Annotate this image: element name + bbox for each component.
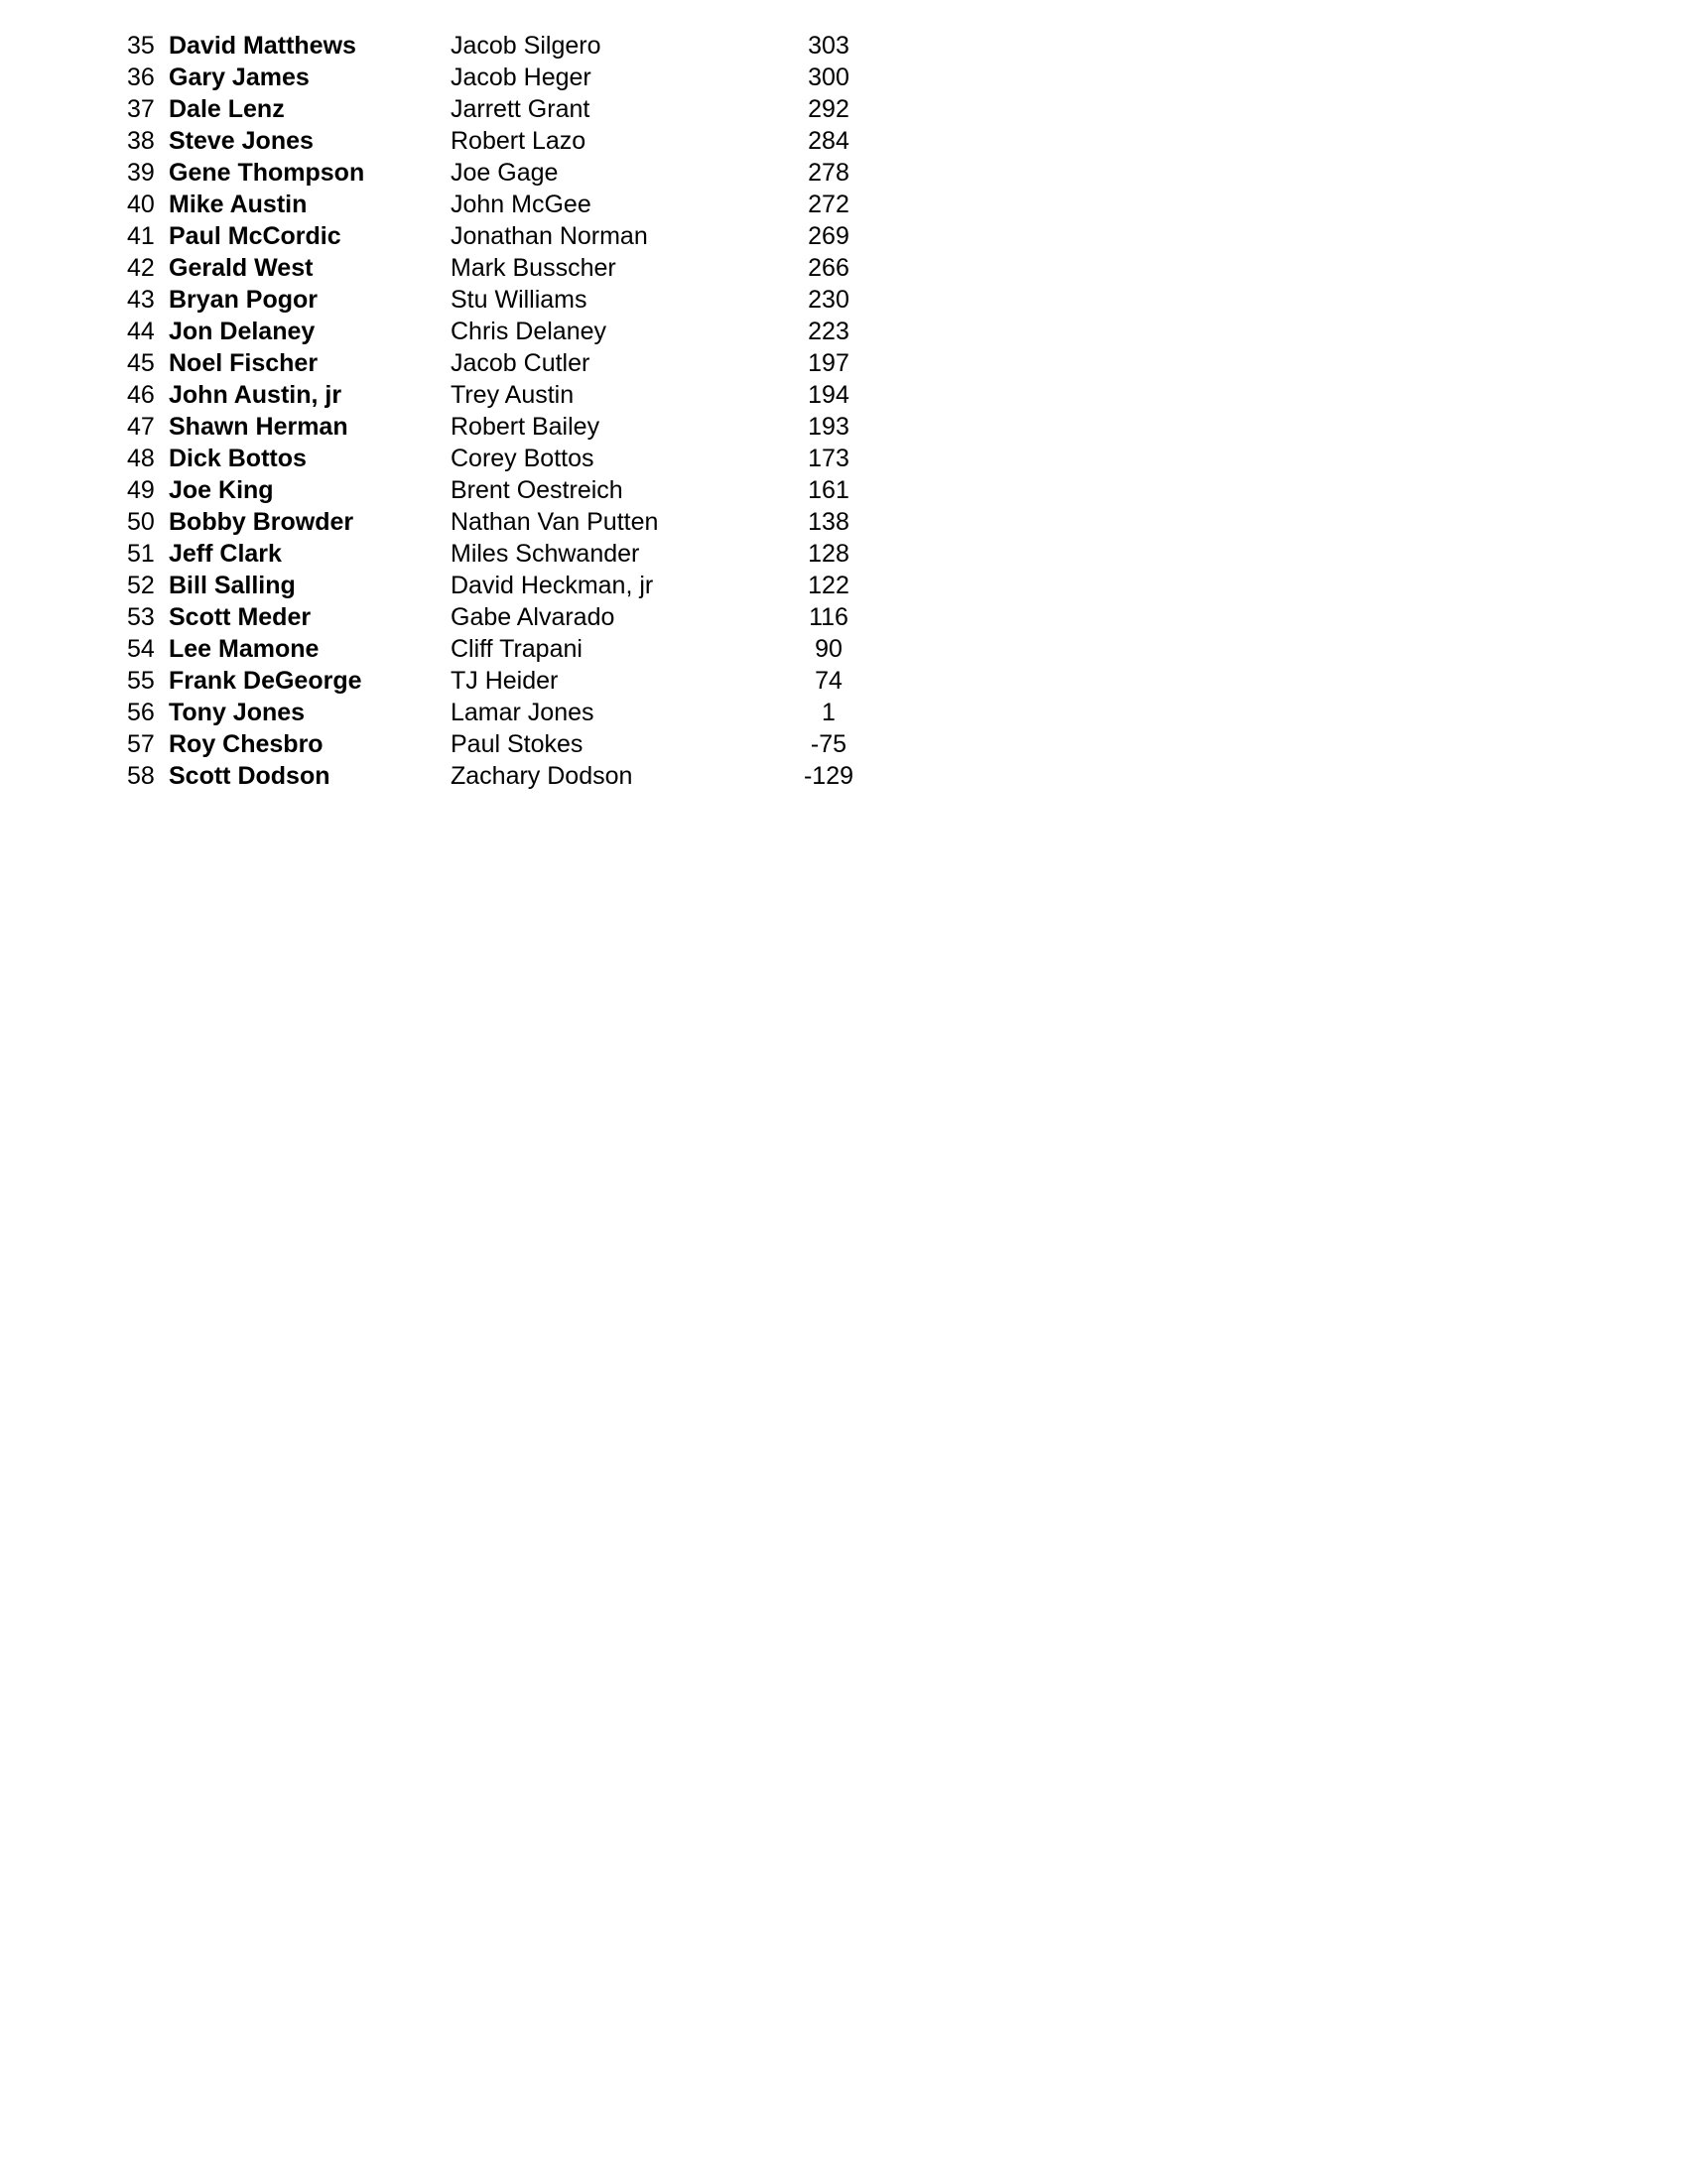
rank-cell: 51	[127, 540, 155, 568]
table-row	[0, 697, 1688, 728]
captain-name: Joe King	[169, 476, 274, 504]
table-row	[0, 316, 1688, 347]
rank-cell: 53	[127, 603, 155, 631]
partner-name: Paul Stokes	[451, 730, 584, 758]
partner-name: Jacob Heger	[451, 64, 591, 91]
score-cell: 1	[822, 699, 836, 726]
captain-name: David Matthews	[169, 32, 356, 60]
captain-name: Mike Austin	[169, 191, 308, 218]
score-cell: 300	[808, 64, 849, 91]
table-row	[0, 665, 1688, 697]
rank-cell: 54	[127, 635, 155, 663]
score-cell: 197	[808, 349, 849, 377]
score-cell: 122	[808, 572, 849, 599]
table-row	[0, 443, 1688, 474]
rank-cell: 43	[127, 286, 155, 314]
captain-name: Gene Thompson	[169, 159, 365, 187]
captain-name: Roy Chesbro	[169, 730, 324, 758]
score-cell: 173	[808, 445, 849, 472]
partner-name: Trey Austin	[451, 381, 575, 409]
rank-cell: 52	[127, 572, 155, 599]
rank-cell: 58	[127, 762, 155, 790]
table-row	[0, 633, 1688, 665]
partner-name: TJ Heider	[451, 667, 559, 695]
table-row	[0, 62, 1688, 93]
score-cell: 223	[808, 318, 849, 345]
captain-name: John Austin, jr	[169, 381, 342, 409]
rank-cell: 41	[127, 222, 155, 250]
score-cell: 272	[808, 191, 849, 218]
captain-name: Scott Meder	[169, 603, 312, 631]
captain-name: Noel Fischer	[169, 349, 319, 377]
captain-name: Gary James	[169, 64, 310, 91]
rank-cell: 50	[127, 508, 155, 536]
table-row	[0, 760, 1688, 792]
rank-cell: 57	[127, 730, 155, 758]
partner-name: Jacob Silgero	[451, 32, 601, 60]
table-row	[0, 474, 1688, 506]
table-row	[0, 93, 1688, 125]
partner-name: Robert Lazo	[451, 127, 586, 155]
table-row	[0, 189, 1688, 220]
partner-name: Zachary Dodson	[451, 762, 633, 790]
rank-cell: 35	[127, 32, 155, 60]
rank-cell: 55	[127, 667, 155, 695]
table-row	[0, 728, 1688, 760]
captain-name: Jeff Clark	[169, 540, 282, 568]
partner-name: Jacob Cutler	[451, 349, 590, 377]
score-cell: 138	[808, 508, 849, 536]
partner-name: Robert Bailey	[451, 413, 600, 441]
partner-name: Nathan Van Putten	[451, 508, 659, 536]
rank-cell: 48	[127, 445, 155, 472]
partner-name: Jonathan Norman	[451, 222, 648, 250]
partner-name: Jarrett Grant	[451, 95, 590, 123]
partner-name: Corey Bottos	[451, 445, 594, 472]
rank-cell: 38	[127, 127, 155, 155]
captain-name: Bill Salling	[169, 572, 296, 599]
standings-table	[0, 30, 1688, 792]
score-cell: 161	[808, 476, 849, 504]
table-row	[0, 538, 1688, 570]
captain-name: Scott Dodson	[169, 762, 330, 790]
score-cell: 74	[815, 667, 843, 695]
rank-cell: 39	[127, 159, 155, 187]
table-row	[0, 125, 1688, 157]
score-cell: 116	[809, 603, 848, 631]
captain-name: Bryan Pogor	[169, 286, 319, 314]
captain-name: Tony Jones	[169, 699, 306, 726]
rank-cell: 37	[127, 95, 155, 123]
table-row	[0, 570, 1688, 601]
partner-name: Brent Oestreich	[451, 476, 623, 504]
score-cell: 303	[808, 32, 849, 60]
captain-name: Dick Bottos	[169, 445, 307, 472]
partner-name: Chris Delaney	[451, 318, 607, 345]
rank-cell: 44	[127, 318, 155, 345]
rank-cell: 36	[127, 64, 155, 91]
score-cell: 266	[808, 254, 849, 282]
partner-name: Cliff Trapani	[451, 635, 583, 663]
partner-name: Stu Williams	[451, 286, 587, 314]
partner-name: David Heckman, jr	[451, 572, 654, 599]
score-cell: 278	[808, 159, 849, 187]
partner-name: Miles Schwander	[451, 540, 640, 568]
table-row	[0, 252, 1688, 284]
score-cell: -129	[803, 762, 854, 790]
rank-cell: 46	[127, 381, 155, 409]
score-cell: 230	[808, 286, 849, 314]
partner-name: Lamar Jones	[451, 699, 594, 726]
table-row	[0, 30, 1688, 62]
captain-name: Frank DeGeorge	[169, 667, 362, 695]
table-row	[0, 506, 1688, 538]
captain-name: Gerald West	[169, 254, 314, 282]
score-cell: 128	[808, 540, 849, 568]
partner-name: Gabe Alvarado	[451, 603, 615, 631]
score-cell: 90	[815, 635, 843, 663]
score-cell: -75	[810, 730, 847, 758]
table-row	[0, 379, 1688, 411]
captain-name: Jon Delaney	[169, 318, 316, 345]
captain-name: Bobby Browder	[169, 508, 354, 536]
captain-name: Paul McCordic	[169, 222, 341, 250]
table-row	[0, 601, 1688, 633]
score-cell: 193	[808, 413, 849, 441]
score-cell: 284	[808, 127, 849, 155]
captain-name: Lee Mamone	[169, 635, 320, 663]
captain-name: Dale Lenz	[169, 95, 285, 123]
table-row	[0, 220, 1688, 252]
rank-cell: 56	[127, 699, 155, 726]
table-row	[0, 157, 1688, 189]
partner-name: Joe Gage	[451, 159, 559, 187]
table-row	[0, 284, 1688, 316]
score-cell: 292	[808, 95, 849, 123]
rank-cell: 49	[127, 476, 155, 504]
partner-name: Mark Busscher	[451, 254, 616, 282]
rank-cell: 45	[127, 349, 155, 377]
score-cell: 269	[808, 222, 849, 250]
table-row	[0, 347, 1688, 379]
captain-name: Shawn Herman	[169, 413, 348, 441]
rank-cell: 40	[127, 191, 155, 218]
partner-name: John McGee	[451, 191, 591, 218]
captain-name: Steve Jones	[169, 127, 314, 155]
rank-cell: 47	[127, 413, 155, 441]
score-cell: 194	[808, 381, 849, 409]
table-row	[0, 411, 1688, 443]
rank-cell: 42	[127, 254, 155, 282]
